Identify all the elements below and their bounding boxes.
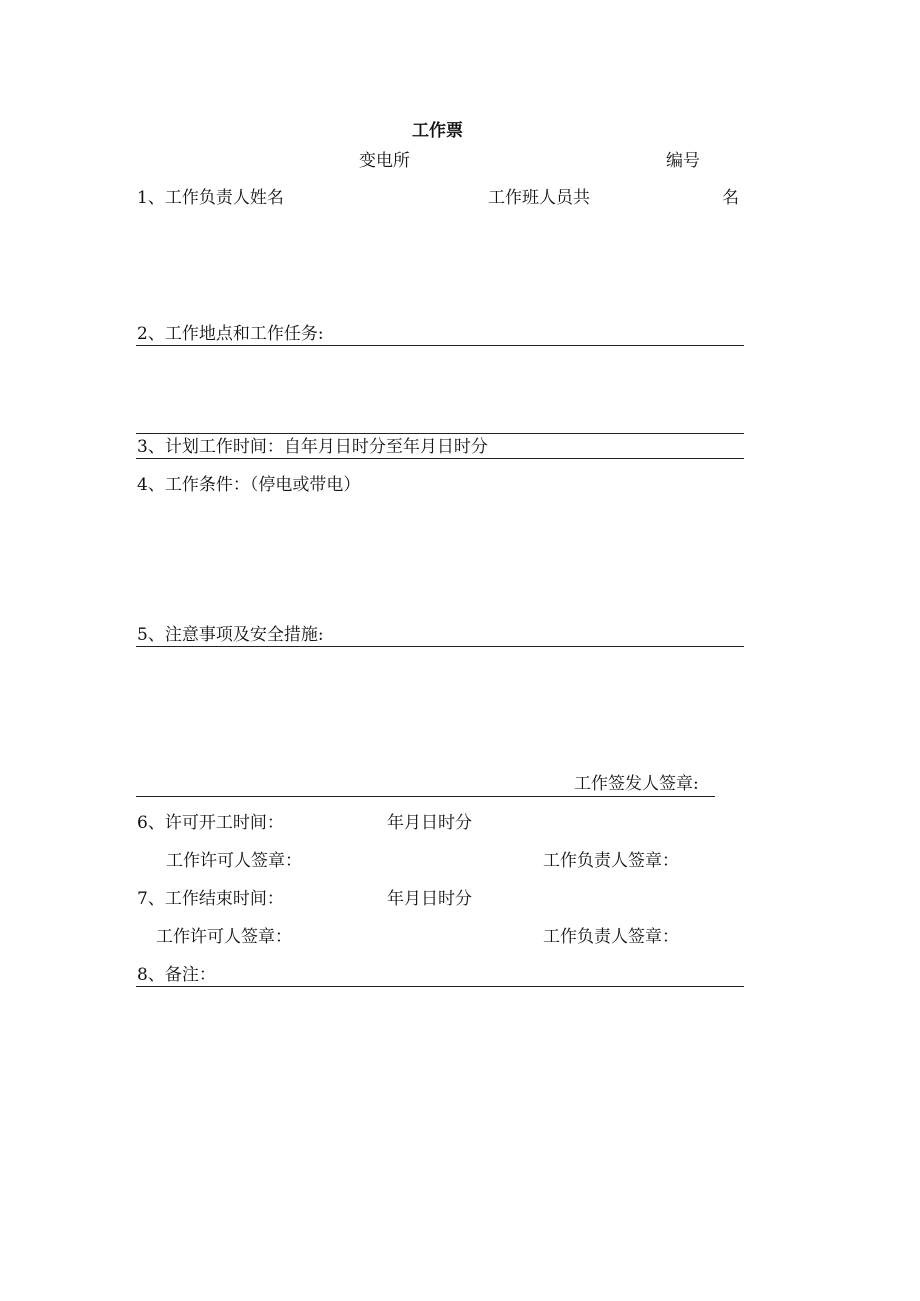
work-location-task-label: 2、工作地点和工作任务: [137, 324, 324, 344]
work-end-time-value: 年月日时分 [387, 889, 472, 909]
start-leader-signature-label: 工作负责人签章： [543, 851, 679, 871]
end-leader-signature-label: 工作负责人签章： [543, 927, 679, 947]
substation-label: 变电所 [359, 151, 410, 171]
issuer-signature-label: 工作签发人签章: [574, 774, 699, 794]
work-leader-name-label: 1、工作负责人姓名 [137, 188, 284, 208]
issuer-signature-line [136, 796, 715, 797]
start-permitter-signature-label: 工作许可人签章： [166, 851, 302, 871]
permit-start-time-label: 6、许可开工时间： [137, 813, 284, 833]
work-condition-label: 4、工作条件：（停电或带电） [137, 475, 361, 495]
work-location-task-line [136, 345, 744, 346]
remarks-label: 8、备注： [137, 965, 216, 985]
safety-measures-label: 5、注意事项及安全措施: [137, 625, 324, 645]
safety-measures-line [136, 646, 744, 647]
planned-time-bottom-line [136, 458, 744, 459]
work-end-time-label: 7、工作结束时间： [137, 889, 284, 909]
crew-count-label: 工作班人员共 [488, 188, 590, 208]
remarks-line [136, 986, 744, 987]
page-title: 工作票 [412, 121, 463, 141]
planned-time-top-line [136, 433, 744, 434]
crew-count-unit: 名 [722, 188, 739, 208]
end-permitter-signature-label: 工作许可人签章： [156, 927, 292, 947]
permit-start-time-value: 年月日时分 [387, 813, 472, 833]
planned-work-time-label: 3、计划工作时间：自年月日时分至年月日时分 [137, 437, 488, 457]
ticket-number-label: 编号 [666, 151, 700, 171]
